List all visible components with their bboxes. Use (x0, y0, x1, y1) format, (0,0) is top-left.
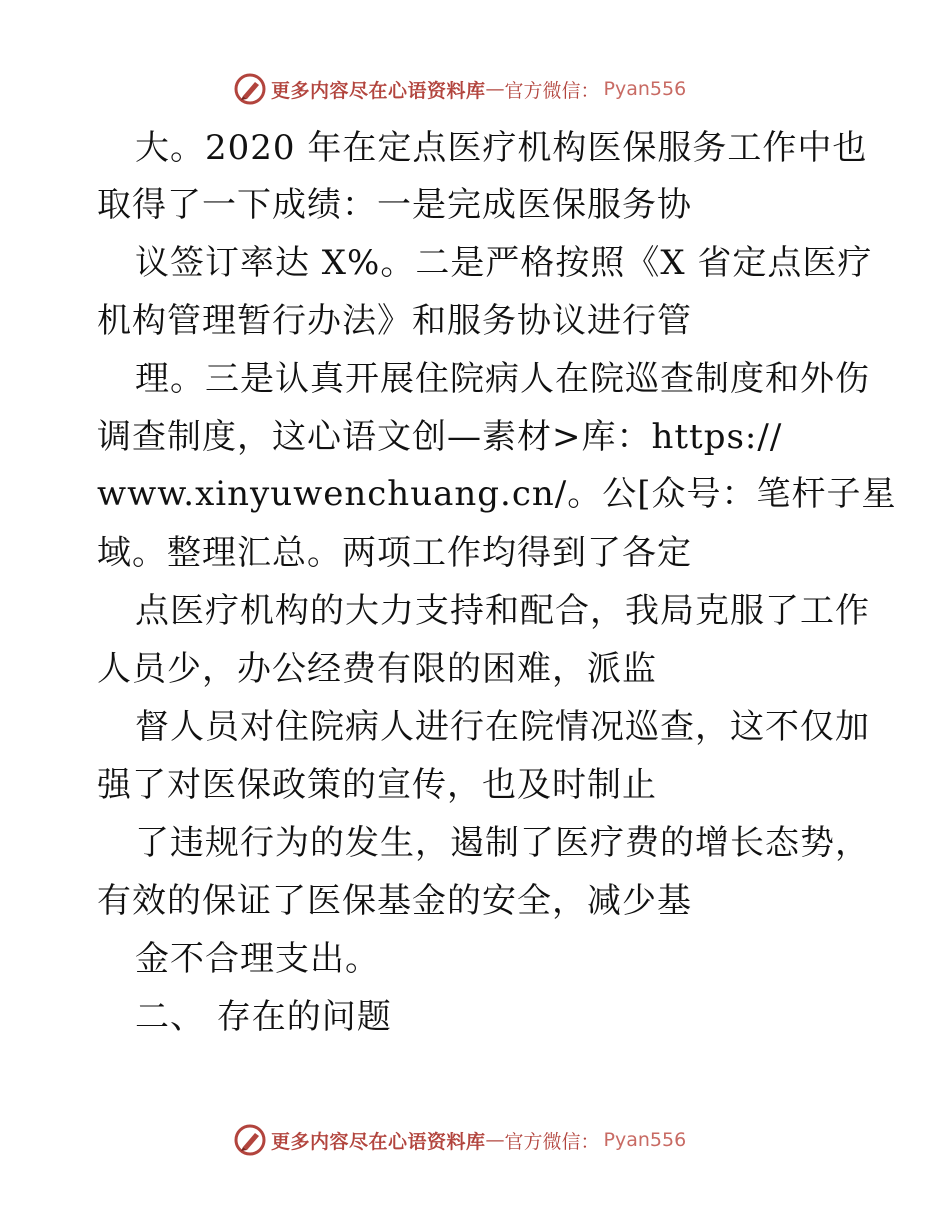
body-line: 取得了一下成绩：一是完成医保服务协 (97, 185, 692, 225)
pen-logo-icon (233, 1123, 267, 1157)
watermark-main-text: 更多内容尽在心语资料库 (271, 1130, 486, 1153)
watermark-wechat-label: 官方微信： (504, 79, 600, 102)
body-line: 大。2020 年在定点医疗机构医保服务工作中也 (135, 128, 868, 168)
watermark-dash: — (485, 78, 505, 100)
watermark-dash: — (485, 1129, 505, 1151)
body-line: 督人员对住院病人进行在院情况巡查，这不仅加 (135, 707, 870, 747)
header-watermark (233, 71, 686, 107)
body-line: 理。三是认真开展住院病人在院巡查制度和外伤 (135, 359, 870, 399)
body-line: 了违规行为的发生，遏制了医疗费的增长态势， (135, 823, 870, 863)
body-line: 调查制度，这心语文创—素材>库：https:// (97, 417, 783, 457)
watermark-main-text: 更多内容尽在心语资料库 (271, 79, 486, 102)
body-line: www.xinyuwenchuang.cn/。公[众号：笔杆子星 (97, 474, 897, 514)
body-line: 域。整理汇总。两项工作均得到了各定 (97, 533, 692, 573)
watermark-wechat-id: Pyan556 (603, 78, 687, 100)
body-line: 议签订率达 X%。二是严格按照《X 省定点医疗 (135, 243, 873, 283)
body-line: 有效的保证了医保基金的安全，减少基 (97, 881, 692, 921)
footer-watermark (233, 1122, 686, 1158)
watermark-wechat-id: Pyan556 (603, 1129, 687, 1151)
body-line: 金不合理支出。 (135, 939, 380, 979)
body-line: 人员少，办公经费有限的困难，派监 (97, 649, 657, 689)
body-line: 强了对医保政策的宣传，也及时制止 (97, 765, 657, 805)
body-line: 点医疗机构的大力支持和配合，我局克服了工作 (135, 591, 870, 631)
watermark-wechat-label: 官方微信： (504, 1130, 600, 1153)
body-line: 机构管理暂行办法》和服务协议进行管 (97, 301, 692, 341)
section-heading: 二、 存在的问题 (135, 997, 392, 1037)
pen-logo-icon (233, 72, 267, 106)
